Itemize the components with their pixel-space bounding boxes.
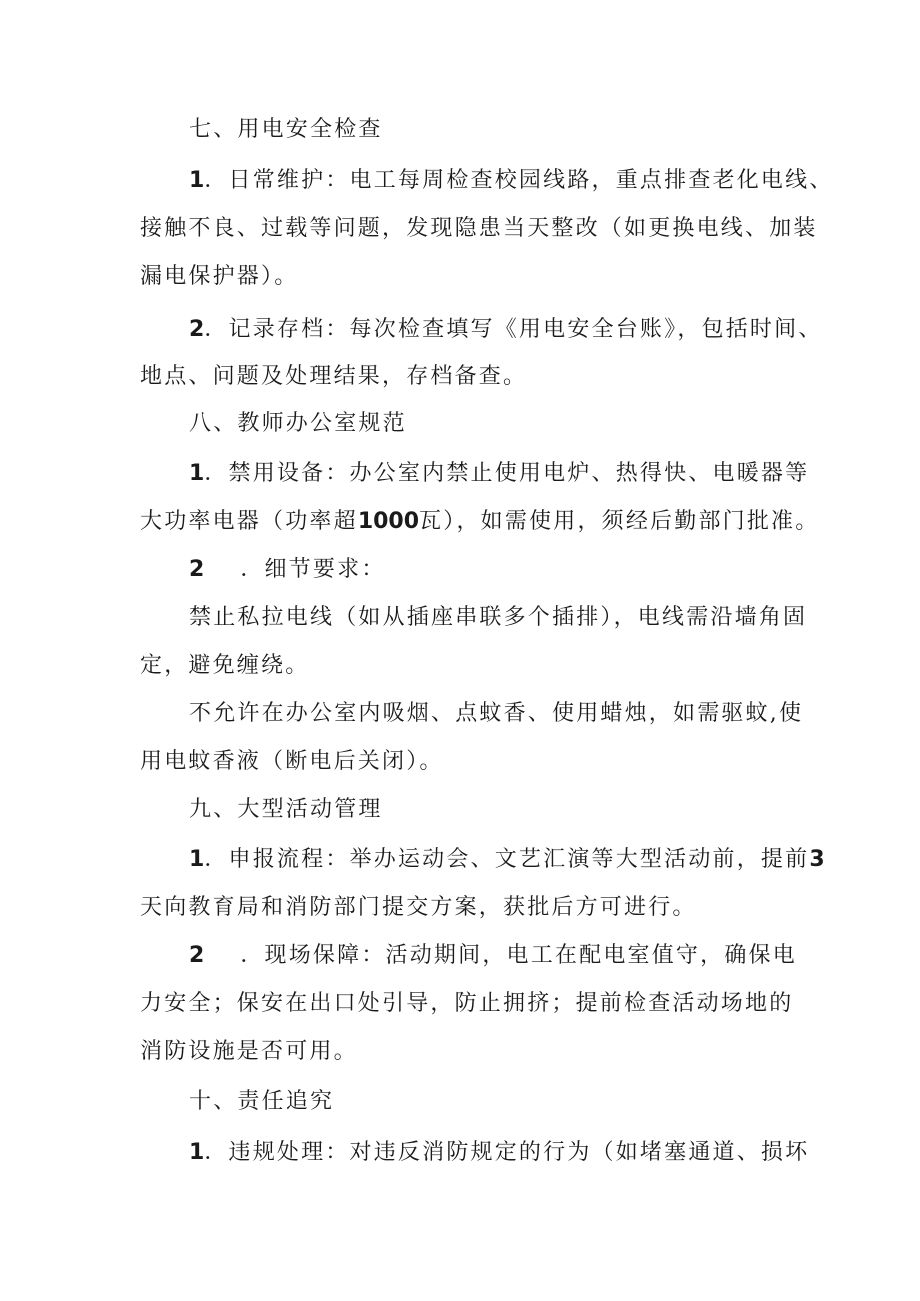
paragraph-continuation: 定，避免缠绕。 [140, 653, 310, 678]
item-continuation: 消防设施是否可用。 [140, 1039, 358, 1064]
item-continuation: 大功率电器（功率超1000瓦），如需使用，须经后勤部门批准。 [140, 507, 819, 537]
item-continuation: 地点、问题及处理结果，存档备查。 [140, 364, 528, 389]
section-heading: 十、责任追究 [189, 1089, 335, 1114]
item-text: ．禁用设备：办公室内禁止使用电炉、热得快、电暖器等 [204, 461, 810, 486]
item-number: 1 [189, 847, 205, 872]
paragraph-continuation: 用电蚊香液（断电后关闭）。 [140, 749, 444, 774]
paragraph: 禁止私拉电线（如从插座串联多个插排），电线需沿墙角固 [189, 605, 808, 630]
item-text: ．日常维护：电工每周检查校园线路，重点排查老化电线、 [204, 168, 834, 193]
list-item [189, 315, 823, 345]
item-continuation: 力安全；保安在出口处引导，防止拥挤；提前检查活动场地的 [140, 991, 794, 1016]
section-heading: 九、大型活动管理 [189, 797, 383, 822]
item-number: 2 [189, 317, 205, 342]
item-text: ．记录存档：每次检查填写《用电安全台账》，包括时间、 [204, 317, 823, 342]
list-item [189, 1138, 809, 1168]
item-number: 2 [189, 557, 205, 582]
item-number: 2 [189, 943, 205, 968]
item-text: ．违规处理：对违反消防规定的行为（如堵塞通道、损坏 [204, 1140, 810, 1165]
section-heading: 七、用电安全检查 [189, 117, 383, 142]
list-item [189, 555, 386, 585]
section-heading: 八、教师办公室规范 [189, 411, 407, 436]
paragraph: 不允许在办公室内吸烟、点蚊香、使用蜡烛，如需驱蚊,使 [189, 701, 804, 726]
power-value: 1000 [357, 509, 420, 534]
list-item [189, 941, 797, 971]
days-value: 3 [809, 847, 825, 872]
item-text: ．申报流程：举办运动会、文艺汇演等大型活动前，提前 [204, 847, 810, 872]
list-item [189, 845, 825, 875]
list-item [189, 459, 809, 489]
item-number: 1 [189, 461, 205, 486]
item-number: 1 [189, 168, 205, 193]
list-item [189, 166, 834, 196]
item-text: ．现场保障：活动期间，电工在配电室值守，确保电 [240, 943, 797, 968]
item-continuation: 漏电保护器）。 [140, 264, 299, 289]
item-continuation: 天向教育局和消防部门提交方案，获批后方可进行。 [140, 895, 697, 920]
item-continuation: 接触不良、过载等问题，发现隐患当天整改（如更换电线、加装 [140, 216, 818, 241]
item-text: ．细节要求： [240, 557, 386, 582]
item-number: 1 [189, 1140, 205, 1165]
